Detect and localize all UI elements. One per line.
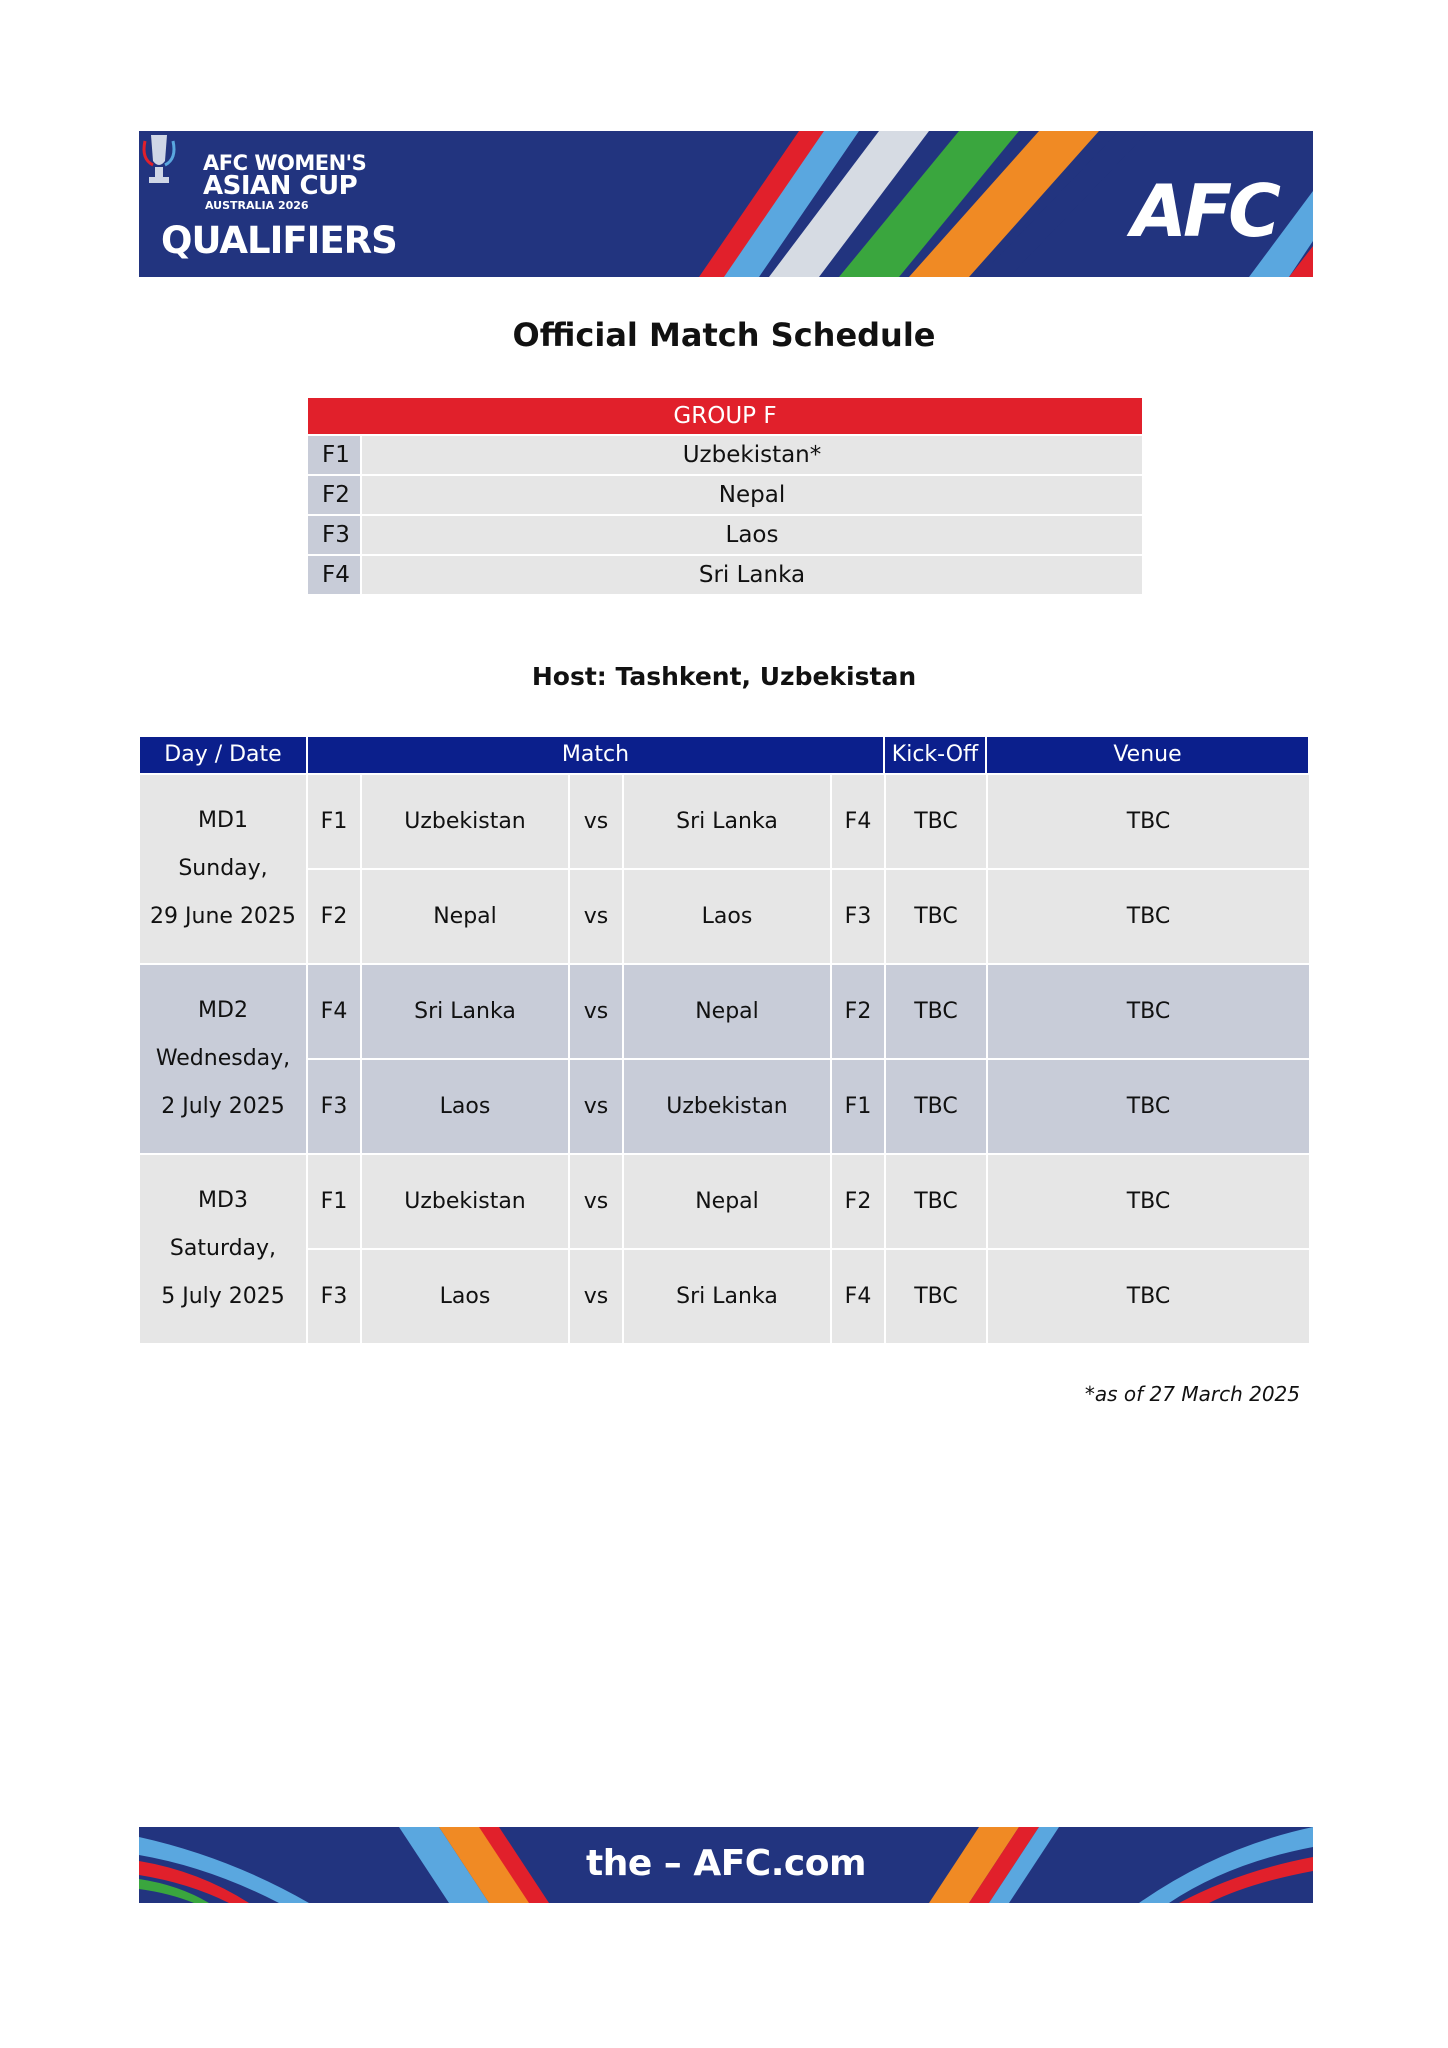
page-title: Official Match Schedule — [512, 316, 936, 354]
matchday-label: MD3 — [198, 1188, 248, 1213]
vs-label: vs — [570, 965, 622, 1058]
group-team: Nepal — [362, 476, 1142, 514]
header-banner — [139, 131, 1313, 277]
group-table — [308, 398, 1142, 594]
match-row — [308, 1250, 1310, 1343]
matchday-date-cell — [140, 775, 306, 963]
matchday-date: 2 July 2025 — [161, 1094, 285, 1119]
away-code: F2 — [832, 965, 884, 1058]
banner-qualifiers: QUALIFIERS — [161, 219, 397, 262]
away-code: F4 — [832, 1250, 884, 1343]
home-team: Sri Lanka — [362, 965, 568, 1058]
home-team: Laos — [362, 1250, 568, 1343]
header-match: Match — [308, 737, 883, 773]
group-row — [308, 556, 1142, 594]
kickoff-cell: TBC — [886, 775, 986, 868]
group-team: Laos — [362, 516, 1142, 554]
group-row — [308, 436, 1142, 474]
venue-cell: TBC — [988, 965, 1309, 1058]
venue-cell: TBC — [988, 1060, 1309, 1153]
group-row — [308, 516, 1142, 554]
home-code: F4 — [308, 965, 360, 1058]
group-code: F4 — [308, 556, 360, 594]
header-venue: Venue — [987, 737, 1308, 773]
matchday-label: MD1 — [198, 808, 248, 833]
venue-cell: TBC — [988, 775, 1309, 868]
venue-cell: TBC — [988, 1250, 1309, 1343]
group-heading: GROUP F — [308, 398, 1142, 434]
vs-label: vs — [570, 1060, 622, 1153]
away-team: Sri Lanka — [624, 775, 830, 868]
away-code: F4 — [832, 775, 884, 868]
afc-logo: AFC — [1131, 169, 1277, 253]
group-team: Sri Lanka — [362, 556, 1142, 594]
away-code: F3 — [832, 870, 884, 963]
matchday-md1 — [140, 775, 1310, 963]
banner-line3: AUSTRALIA 2026 — [205, 199, 309, 212]
away-code: F1 — [832, 1060, 884, 1153]
away-team: Laos — [624, 870, 830, 963]
match-row — [308, 775, 1310, 868]
footer-website-link[interactable]: the – AFC.com — [586, 1843, 866, 1884]
host-location: Host: Tashkent, Uzbekistan — [531, 662, 917, 691]
as-of-note: *as of 27 March 2025 — [1084, 1382, 1300, 1406]
home-team: Uzbekistan — [362, 775, 568, 868]
matchday-date: 29 June 2025 — [150, 904, 296, 929]
matchday-weekday: Wednesday, — [155, 1046, 291, 1071]
matchday-weekday: Saturday, — [169, 1236, 277, 1261]
home-code: F3 — [308, 1060, 360, 1153]
away-team: Sri Lanka — [624, 1250, 830, 1343]
group-code: F3 — [308, 516, 360, 554]
kickoff-cell: TBC — [886, 1155, 986, 1248]
banner-line1: AFC WOMEN'S — [203, 151, 367, 175]
schedule-table — [140, 737, 1310, 1343]
matchday-label: MD2 — [198, 998, 248, 1023]
vs-label: vs — [570, 1250, 622, 1343]
footer-banner — [139, 1827, 1313, 1903]
venue-cell: TBC — [988, 870, 1309, 963]
matchday-weekday: Sunday, — [178, 856, 268, 881]
matchday-date-cell — [140, 1155, 306, 1343]
header-day-date: Day / Date — [140, 737, 306, 773]
home-code: F2 — [308, 870, 360, 963]
home-code: F1 — [308, 775, 360, 868]
home-team: Uzbekistan — [362, 1155, 568, 1248]
group-row — [308, 476, 1142, 514]
home-team: Nepal — [362, 870, 568, 963]
venue-cell: TBC — [988, 1155, 1309, 1248]
matchday-md2 — [140, 965, 1310, 1153]
trophy-icon — [139, 131, 179, 187]
vs-label: vs — [570, 1155, 622, 1248]
kickoff-cell: TBC — [886, 870, 986, 963]
vs-label: vs — [570, 775, 622, 868]
away-team: Uzbekistan — [624, 1060, 830, 1153]
match-row — [308, 1155, 1310, 1248]
group-team: Uzbekistan* — [362, 436, 1142, 474]
match-row — [308, 965, 1310, 1058]
away-code: F2 — [832, 1155, 884, 1248]
home-team: Laos — [362, 1060, 568, 1153]
kickoff-cell: TBC — [886, 1060, 986, 1153]
home-code: F1 — [308, 1155, 360, 1248]
group-code: F2 — [308, 476, 360, 514]
matchday-date: 5 July 2025 — [161, 1284, 285, 1309]
kickoff-cell: TBC — [886, 965, 986, 1058]
match-row — [308, 1060, 1310, 1153]
group-code: F1 — [308, 436, 360, 474]
banner-line2: ASIAN CUP — [203, 171, 358, 201]
header-kickoff: Kick-Off — [885, 737, 985, 773]
matchday-date-cell — [140, 965, 306, 1153]
home-code: F3 — [308, 1250, 360, 1343]
away-team: Nepal — [624, 965, 830, 1058]
kickoff-cell: TBC — [886, 1250, 986, 1343]
matchday-matches — [308, 775, 1310, 963]
match-row — [308, 870, 1310, 963]
vs-label: vs — [570, 870, 622, 963]
away-team: Nepal — [624, 1155, 830, 1248]
schedule-header-row — [140, 737, 1310, 773]
matchday-md3 — [140, 1155, 1310, 1343]
matchday-matches — [308, 965, 1310, 1153]
matchday-matches — [308, 1155, 1310, 1343]
